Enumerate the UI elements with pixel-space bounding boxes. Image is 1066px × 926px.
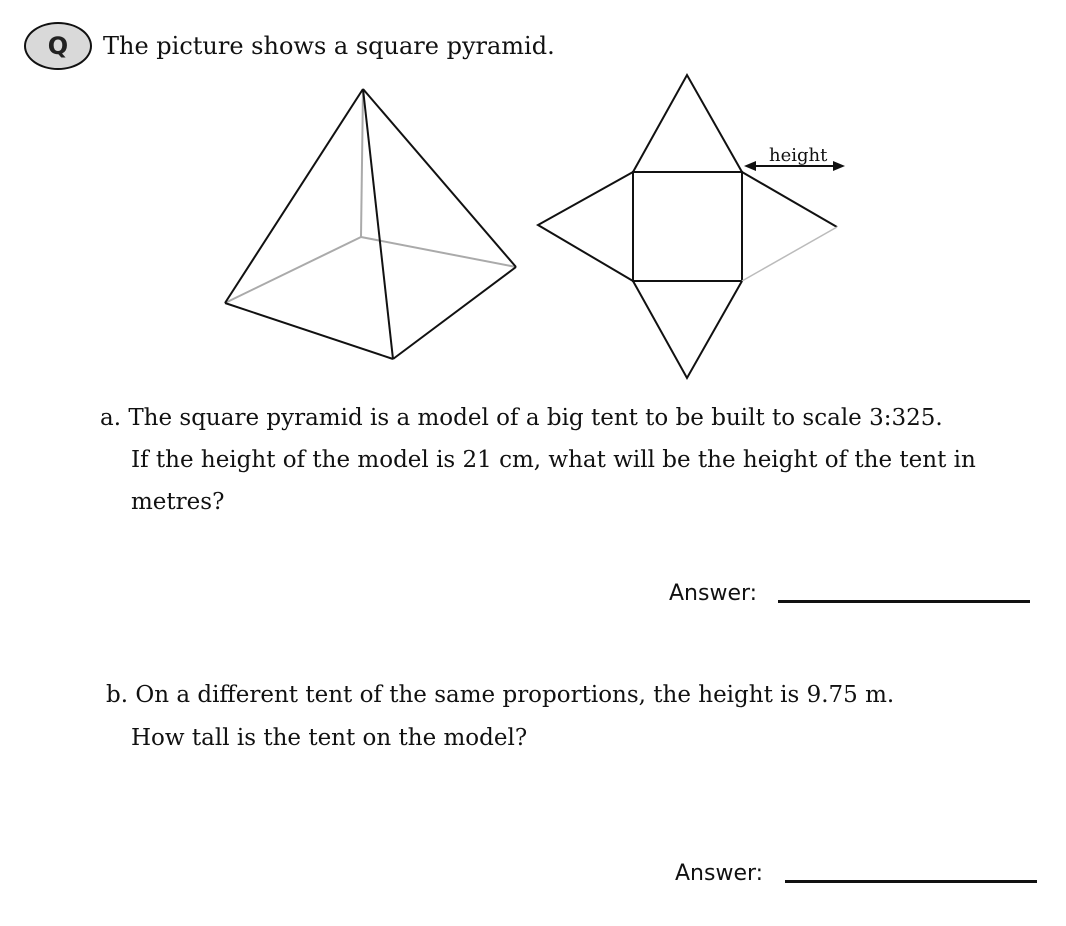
net-right-triangle-edge — [742, 172, 837, 227]
question-b-line-2: How tall is the tent on the model? — [131, 725, 528, 751]
question-a-line-1: a. The square pyramid is a model of a big tent to be built to scale 3:325. — [100, 405, 943, 431]
pyramid-hidden-edge — [361, 89, 363, 237]
question-b-line-1: b. On a different tent of the same proportions, the height is 9.75 m. — [106, 682, 895, 708]
pyramid-edge — [363, 89, 516, 267]
pyramid-edge — [363, 89, 393, 359]
pyramid-edge — [393, 267, 516, 359]
pyramid-edge — [225, 89, 363, 303]
question-intro: The picture shows a square pyramid. — [103, 32, 555, 60]
pyramid-net-figure — [538, 75, 845, 378]
net-bottom-triangle — [633, 281, 742, 378]
height-arrow-left-head — [744, 161, 756, 171]
height-label: height — [769, 145, 828, 166]
pyramid-hidden-edge — [361, 237, 516, 267]
height-arrow-right-head — [833, 161, 845, 171]
pyramid-edge — [225, 303, 393, 359]
net-right-triangle-edge — [742, 227, 837, 281]
answer-a-label: Answer: — [669, 581, 758, 606]
question-a-line-2: If the height of the model is 21 cm, what will be the height of the tent in — [131, 447, 976, 473]
net-top-triangle — [633, 75, 742, 172]
answer-b-label: Answer: — [675, 861, 764, 886]
net-square-base — [633, 172, 742, 281]
pyramid-3d-figure — [225, 89, 516, 359]
net-left-triangle — [538, 172, 633, 281]
figures — [0, 0, 1066, 400]
question-a-line-3: metres? — [131, 489, 225, 515]
question-badge: Q — [24, 22, 92, 70]
answer-a-line[interactable] — [778, 600, 1030, 603]
answer-b-line[interactable] — [785, 880, 1037, 883]
